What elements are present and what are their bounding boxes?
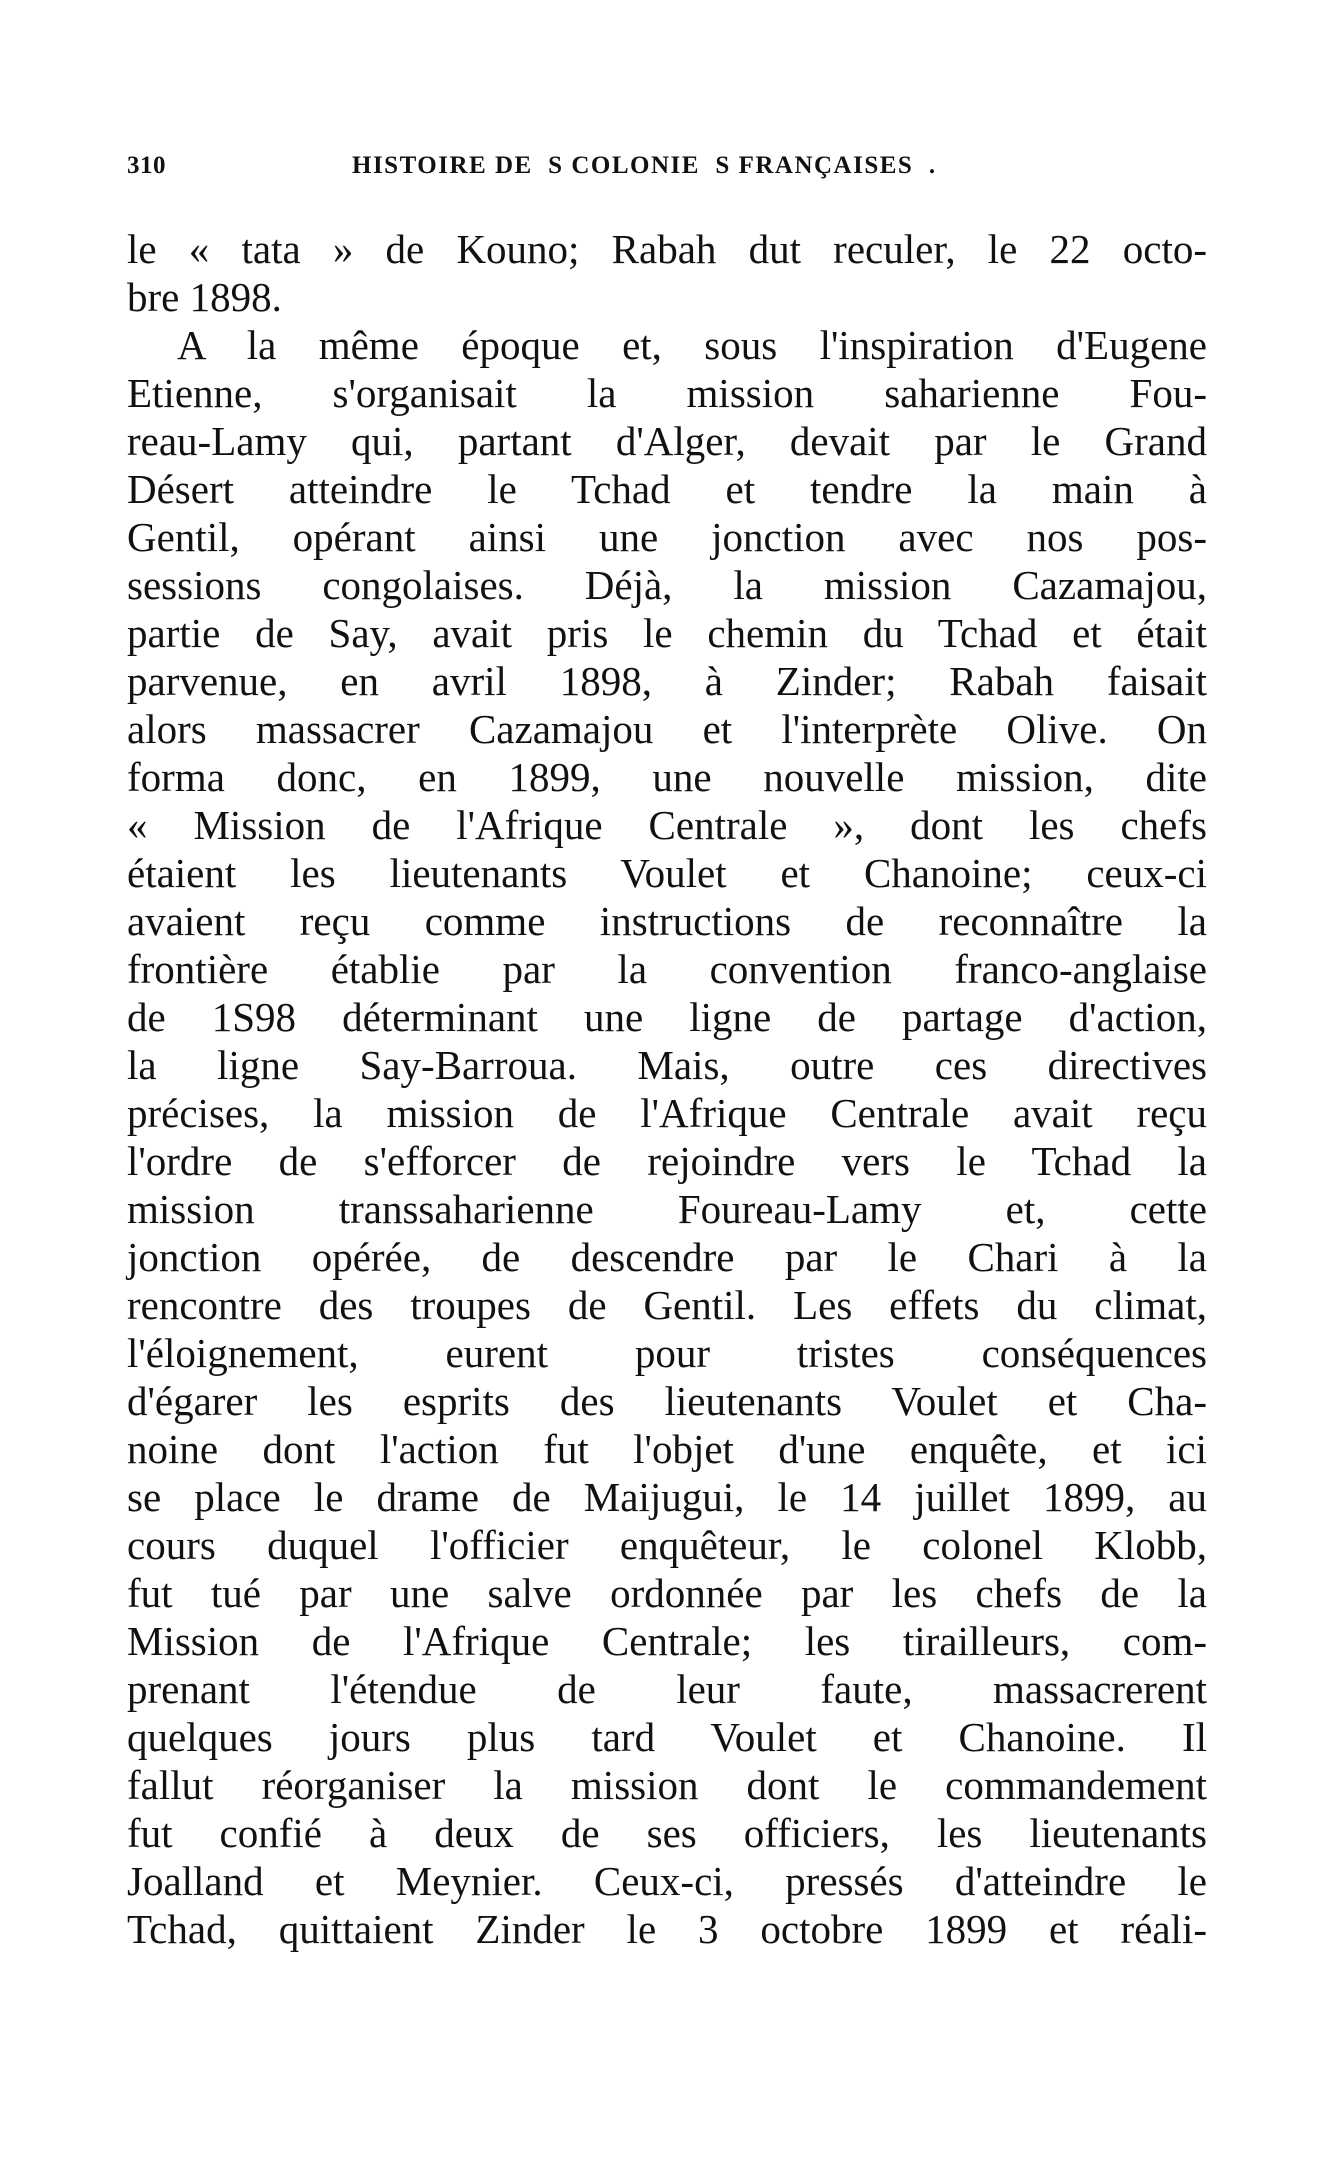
text-line: Désert atteindre le Tchad et tendre la main à xyxy=(127,466,1207,512)
text-line: l'éloignement, eurent pour tristes conséquences xyxy=(127,1330,1207,1376)
text-line: Gentil, opérant ainsi une jonction avec nos pos- xyxy=(127,514,1207,560)
text-line: fut tué par une salve ordonnée par les chefs de la xyxy=(127,1570,1207,1616)
text-line: la ligne Say-Barroua. Mais, outre ces directives xyxy=(127,1042,1207,1088)
text-line: « Mission de l'Afrique Centrale », dont les chefs xyxy=(127,802,1207,848)
text-line: Joalland et Meynier. Ceux-ci, pressés d'atteindre le xyxy=(127,1858,1207,1904)
text-line: Tchad, quittaient Zinder le 3 octobre 1899 et réali- xyxy=(127,1906,1207,1952)
text-line: fut confié à deux de ses officiers, les lieutenants xyxy=(127,1810,1207,1856)
text-line: noine dont l'action fut l'objet d'une enquête, et ici xyxy=(127,1426,1207,1472)
text-line: rencontre des troupes de Gentil. Les effets du climat, xyxy=(127,1282,1207,1328)
text-line: étaient les lieutenants Voulet et Chanoine; ceux-ci xyxy=(127,850,1207,896)
text-line: Etienne, s'organisait la mission saharienne Fou- xyxy=(127,370,1207,416)
text-line: d'égarer les esprits des lieutenants Voulet et Cha- xyxy=(127,1378,1207,1424)
running-head xyxy=(127,152,1207,182)
text-line: de 1S98 déterminant une ligne de partage d'action, xyxy=(127,994,1207,1040)
text-line: précises, la mission de l'Afrique Centrale avait reçu xyxy=(127,1090,1207,1136)
running-title: HISTOIRE DE S COLONIE S FRANÇAISES . xyxy=(352,152,937,179)
text-line: l'ordre de s'efforcer de rejoindre vers le Tchad la xyxy=(127,1138,1207,1184)
text-line: partie de Say, avait pris le chemin du Tchad et était xyxy=(127,610,1207,656)
text-line: sessions congolaises. Déjà, la mission Cazamajou, xyxy=(127,562,1207,608)
text-line: forma donc, en 1899, une nouvelle mission, dite xyxy=(127,754,1207,800)
text-line: reau-Lamy qui, partant d'Alger, devait par le Grand xyxy=(127,418,1207,464)
text-line: fallut réorganiser la mission dont le commandement xyxy=(127,1762,1207,1808)
text-line: bre 1898. xyxy=(127,274,282,320)
text-line: Mission de l'Afrique Centrale; les tirailleurs, com- xyxy=(127,1618,1207,1664)
page-number: 310 xyxy=(127,152,166,179)
paragraph-start-line: A la même époque et, sous l'inspiration d'Eugene xyxy=(177,322,1207,368)
text-line: jonction opérée, de descendre par le Chari à la xyxy=(127,1234,1207,1280)
text-line: alors massacrer Cazamajou et l'interprète Olive. On xyxy=(127,706,1207,752)
text-line: le « tata » de Kouno; Rabah dut reculer, le 22 octo- xyxy=(127,226,1207,272)
text-line: se place le drame de Maijugui, le 14 juillet 1899, au xyxy=(127,1474,1207,1520)
text-line: quelques jours plus tard Voulet et Chanoine. Il xyxy=(127,1714,1207,1760)
body-text xyxy=(127,225,1207,1953)
text-line: prenant l'étendue de leur faute, massacrerent xyxy=(127,1666,1207,1712)
text-line: cours duquel l'officier enquêteur, le colonel Klobb, xyxy=(127,1522,1207,1568)
text-line: frontière établie par la convention franco-anglaise xyxy=(127,946,1207,992)
text-line: avaient reçu comme instructions de reconnaître la xyxy=(127,898,1207,944)
text-line: parvenue, en avril 1898, à Zinder; Rabah faisait xyxy=(127,658,1207,704)
text-line: mission transsaharienne Foureau-Lamy et, cette xyxy=(127,1186,1207,1232)
